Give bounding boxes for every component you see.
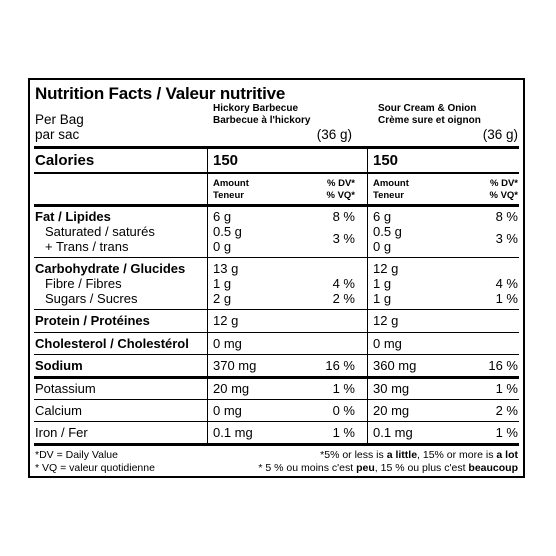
product-1-dv-header: % DV* xyxy=(327,178,355,189)
product-2-potassium: 30 mg xyxy=(373,381,410,396)
product-1-trans: 0 g xyxy=(213,239,232,254)
heading-rule xyxy=(34,146,519,149)
carbohydrate-label: Carbohydrate / Glucides xyxy=(35,261,186,276)
footnote-rule xyxy=(34,443,519,446)
product-1-sodium: 370 mg xyxy=(213,358,257,373)
minerals-rule xyxy=(34,376,519,379)
product-2-fat: 6 g xyxy=(373,209,392,224)
product-1-iron-dv: 1 % xyxy=(332,425,355,440)
product-2-vq-header: % VQ* xyxy=(489,190,518,201)
product-2-dv-header: % DV* xyxy=(490,178,518,189)
product-1-cholesterol: 0 mg xyxy=(213,336,242,351)
product-2-fibre: 1 g xyxy=(373,276,392,291)
nutrients-rule xyxy=(34,204,519,207)
serving-line-1: Per Bag xyxy=(35,112,84,127)
row-rule xyxy=(34,257,519,258)
footnote-fr-peu: peu xyxy=(356,462,375,474)
product-2-amount-header: Amount xyxy=(373,178,409,189)
row-rule xyxy=(34,332,519,333)
footnote-en-text: , 15% or more is xyxy=(417,449,497,461)
product-1-sugars: 2 g xyxy=(213,291,232,306)
fibre-label: Fibre / Fibres xyxy=(45,276,122,291)
product-2-fat-dv: 8 % xyxy=(495,209,518,224)
product-2-potassium-dv: 1 % xyxy=(495,381,518,396)
calories-label: Calories xyxy=(35,152,95,169)
row-rule xyxy=(34,399,519,400)
product-2-iron: 0.1 mg xyxy=(373,425,413,440)
product-1-teneur-header: Teneur xyxy=(213,190,244,201)
product-1-fibre-dv: 4 % xyxy=(332,276,355,291)
product-2-teneur-header: Teneur xyxy=(373,190,404,201)
cholesterol-label: Cholesterol / Cholestérol xyxy=(35,336,189,351)
footnote-en-little: a little xyxy=(386,449,418,461)
product-1-calcium-dv: 0 % xyxy=(332,403,355,418)
saturated-label: Saturated / saturés xyxy=(45,224,155,239)
product-2-calories: 150 xyxy=(373,152,399,169)
product-2-carbohydrate: 12 g xyxy=(373,261,399,276)
product-1-sattrans-dv: 3 % xyxy=(332,231,355,246)
product-1-calcium: 0 mg xyxy=(213,403,242,418)
product-2-protein: 12 g xyxy=(373,313,399,328)
row-rule xyxy=(34,421,519,422)
fat-label: Fat / Lipides xyxy=(35,209,111,224)
product-2-sodium-dv: 16 % xyxy=(488,358,518,373)
product-2-sugars-dv: 1 % xyxy=(495,291,518,306)
footnote-en xyxy=(320,450,518,461)
serving-line-2: par sac xyxy=(35,127,80,142)
product-1-protein: 12 g xyxy=(213,313,239,328)
product-1-iron: 0.1 mg xyxy=(213,425,253,440)
product-2-saturated: 0.5 g xyxy=(373,224,402,239)
product-1-fibre: 1 g xyxy=(213,276,232,291)
nutrition-facts-panel xyxy=(28,78,525,478)
product-1-fat-dv: 8 % xyxy=(332,209,355,224)
product-1-potassium-dv: 1 % xyxy=(332,381,355,396)
product-2-serving-size: (36 g) xyxy=(482,127,518,142)
footnote-fr xyxy=(258,463,518,474)
trans-label: + Trans / trans xyxy=(45,239,129,254)
product-2-sugars: 1 g xyxy=(373,291,392,306)
potassium-label: Potassium xyxy=(35,381,96,396)
product-1-vq-header: % VQ* xyxy=(326,190,355,201)
panel-title: Nutrition Facts / Valeur nutritive xyxy=(35,84,286,103)
product-2-name-fr: Crème sure et oignon xyxy=(378,115,481,126)
product-1-fat: 6 g xyxy=(213,209,232,224)
product-1-serving-size: (36 g) xyxy=(316,127,352,142)
sugars-label: Sugars / Sucres xyxy=(45,291,138,306)
product-2-calcium: 20 mg xyxy=(373,403,410,418)
column-divider-2 xyxy=(367,149,368,443)
protein-label: Protein / Protéines xyxy=(35,313,150,328)
row-rule xyxy=(34,354,519,355)
product-1-name-fr: Barbecue à l'hickory xyxy=(213,115,311,126)
product-1-carbohydrate: 13 g xyxy=(213,261,239,276)
product-1-calories: 150 xyxy=(213,152,239,169)
calcium-label: Calcium xyxy=(35,403,82,418)
footnote-en-lot: a lot xyxy=(496,449,518,461)
product-1-potassium: 20 mg xyxy=(213,381,250,396)
product-2-calcium-dv: 2 % xyxy=(495,403,518,418)
product-2-sodium: 360 mg xyxy=(373,358,417,373)
column-divider-1 xyxy=(207,149,208,443)
product-2-fibre-dv: 4 % xyxy=(495,276,518,291)
product-2-iron-dv: 1 % xyxy=(495,425,518,440)
iron-label: Iron / Fer xyxy=(35,425,88,440)
product-2-sattrans-dv: 3 % xyxy=(495,231,518,246)
row-rule xyxy=(34,309,519,310)
product-2-name-en: Sour Cream & Onion xyxy=(378,103,477,114)
footnote-vq: * VQ = valeur quotidienne xyxy=(35,462,155,474)
product-1-sodium-dv: 16 % xyxy=(325,358,355,373)
calories-rule xyxy=(34,172,519,174)
footnote-en-text: *5% or less is xyxy=(320,449,387,461)
footnote-fr-beaucoup: beaucoup xyxy=(468,462,518,474)
product-1-sugars-dv: 2 % xyxy=(332,291,355,306)
product-1-amount-header: Amount xyxy=(213,178,249,189)
product-2-trans: 0 g xyxy=(373,239,392,254)
footnote-fr-text: , 15 % ou plus c'est xyxy=(374,462,469,474)
footnote-fr-text: * 5 % ou moins c'est xyxy=(258,462,357,474)
product-2-cholesterol: 0 mg xyxy=(373,336,402,351)
product-1-saturated: 0.5 g xyxy=(213,224,242,239)
footnote-dv: *DV = Daily Value xyxy=(35,449,118,461)
sodium-label: Sodium xyxy=(35,358,83,373)
product-1-name-en: Hickory Barbecue xyxy=(213,103,299,114)
